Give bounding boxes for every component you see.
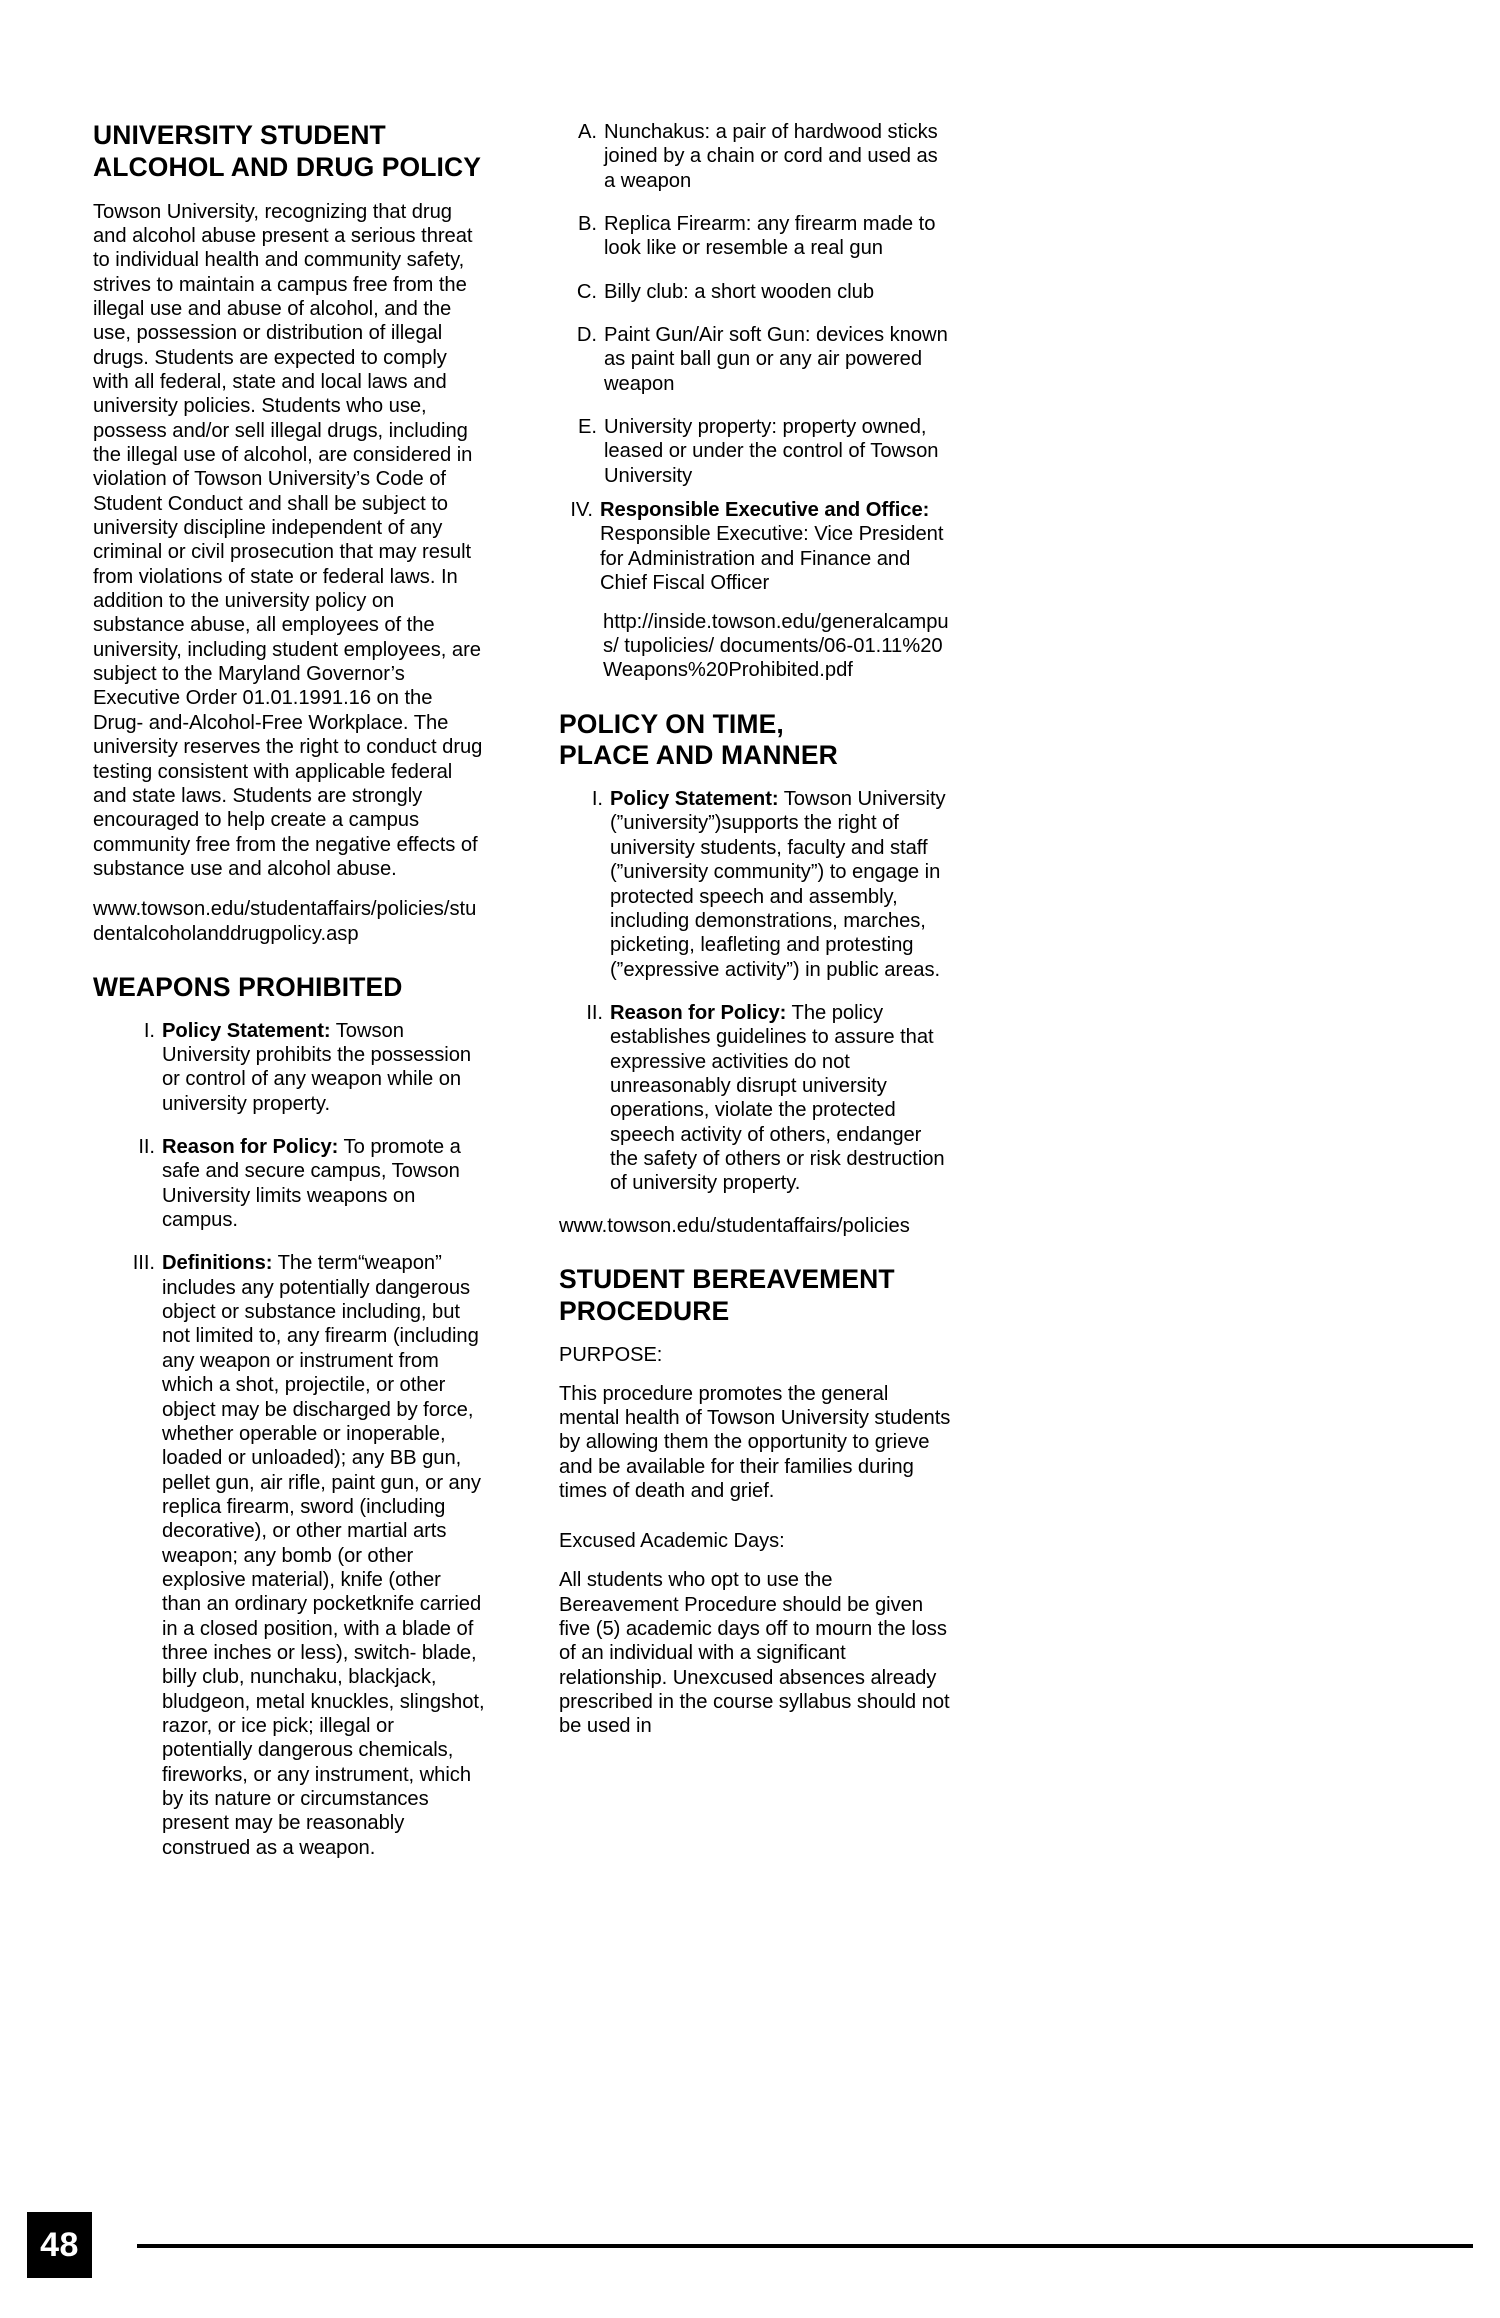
time-place-manner-url: www.towson.edu/studentaffairs/policies: [559, 1214, 910, 1237]
list-item-text: Nunchakus: a pair of hardwood sticks joined by a chain or cord and used as a weapon: [604, 121, 938, 192]
alcohol-drug-policy-body: Towson University, recognizing that drug and alcohol abuse present a serious threat to individual health and community safety, strives to maintain a campus free from the illegal use and abuse of alcohol, and the use, possession or distribution of illegal drugs. Students are expected to comply with all federal, state and local laws and university policies. Students who use, possess and/or sell illegal drugs, including the illegal use of alcohol, are considered in violation of Towson University’s Code of Student Conduct and shall be subject to university discipline independent of any criminal or civil prosecution that may result from violations of state or federal laws. In addition to the university policy on substance abuse, all employees of the university, including student employees, are subject to the Maryland Governor’s Executive Order 01.01.1991.16 on the Drug- and-Alcohol-Free Workplace. The university reserves the right to conduct drug testing consistent with applicable federal and state laws. Students are strongly encouraged to help create a campus community free from the negative effects of substance use and alcohol abuse.: [93, 200, 483, 880]
list-item-marker: I.: [143, 1019, 155, 1042]
time-place-manner-heading-line1: POLICY ON TIME,: [559, 708, 784, 739]
list-item-marker: IV.: [570, 499, 593, 522]
list-item-lead: Reason for Policy:: [162, 1136, 339, 1159]
student-bereavement-heading-line2: PROCEDURE: [559, 1295, 730, 1326]
list-item-marker: C.: [576, 280, 597, 303]
responsible-executive-url: http://inside.towson.edu/generalcampus/ tupolicies/ documents/06-01.11%20Weapons%20Prohibited.pdf: [603, 610, 949, 682]
spacer: [559, 488, 954, 498]
list-item-marker: I.: [591, 788, 603, 811]
list-item-lead: Policy Statement:: [162, 1019, 331, 1042]
list-item-content: [162, 1019, 485, 1116]
list-item-marker: E.: [578, 416, 597, 439]
list-item: [559, 498, 954, 595]
student-bereavement-heading: [559, 1264, 954, 1328]
list-item-lead: Reason for Policy:: [610, 1001, 787, 1024]
right-column: [559, 120, 954, 1860]
list-item: [569, 120, 954, 193]
list-item-text: The policy establishes guidelines to assure that expressive activities do not unreasonably disrupt university operations, violate the protected speech activity of others, endanger the safety of others or risk destruction of university property.: [610, 1001, 945, 1195]
student-bereavement-heading-line1: STUDENT BEREAVEMENT: [559, 1263, 895, 1294]
weapons-prohibited-list: [93, 1019, 485, 1860]
list-item-text: Towson University prohibits the possession or control of any weapon while on university property.: [162, 1019, 472, 1115]
excused-academic-days-label: Excused Academic Days:: [559, 1530, 785, 1553]
left-column: [93, 120, 485, 1860]
list-item-content: [162, 1135, 485, 1232]
list-item-text: Replica Firearm: any firearm made to look like or resemble a real gun: [604, 213, 936, 260]
spacer: [559, 1196, 954, 1214]
list-item-text: To promote a safe and secure campus, Towson University limits weapons on campus.: [162, 1136, 461, 1232]
weapon-definitions-list: [559, 120, 954, 488]
list-item-marker: II.: [586, 1001, 603, 1024]
list-item-marker: II.: [138, 1136, 155, 1159]
spacer: [93, 962, 485, 972]
list-item-marker: III.: [132, 1252, 155, 1275]
spacer: [559, 699, 954, 709]
alcohol-drug-policy-url: www.towson.edu/studentaffairs/policies/studentalcoholanddrugpolicy.asp: [93, 898, 477, 945]
list-item-text: Billy club: a short wooden club: [604, 280, 875, 303]
list-item-text: Responsible Executive: Vice President for Administration and Finance and Chief Fiscal Officer: [600, 523, 944, 595]
list-item-content: [610, 787, 954, 982]
purpose-body: This procedure promotes the general mental health of Towson University students by allowing them the opportunity to grieve and be available for their families during times of death and grief.: [559, 1382, 951, 1502]
list-item: [569, 323, 954, 396]
list-item-marker: D.: [576, 324, 597, 347]
spacer: [559, 1519, 954, 1529]
list-item-text: University property: property owned, leased or under the control of Towson University: [604, 416, 939, 487]
list-item: [569, 280, 954, 304]
responsible-executive-list: [559, 498, 954, 595]
time-place-manner-list: [559, 787, 954, 1196]
list-item: [115, 1019, 485, 1116]
alcohol-drug-policy-heading-line1: UNIVERSITY STUDENT: [93, 120, 386, 150]
list-item-marker: B.: [578, 213, 597, 236]
list-item: [569, 415, 954, 488]
list-item-content: [600, 498, 954, 595]
purpose-label: PURPOSE:: [559, 1343, 663, 1366]
list-item-lead: Responsible Executive and Office:: [600, 499, 930, 522]
alcohol-drug-policy-heading-line2: ALCOHOL AND DRUG POLICY: [93, 151, 482, 182]
list-item-lead: Policy Statement:: [610, 788, 779, 811]
weapons-prohibited-heading: WEAPONS PROHIBITED: [93, 971, 403, 1002]
list-item-content: [610, 1001, 954, 1196]
list-item-marker: A.: [578, 121, 597, 143]
list-item: [115, 1135, 485, 1232]
time-place-manner-heading: [559, 709, 954, 773]
spacer: [559, 1254, 954, 1264]
list-item: [115, 1251, 485, 1860]
list-item: [569, 212, 954, 261]
footer-divider: [137, 2244, 1473, 2248]
list-item: [569, 1001, 954, 1196]
two-column-layout: [93, 120, 1423, 1860]
alcohol-drug-policy-heading: [93, 120, 485, 184]
page-footer: [27, 2212, 1473, 2282]
excused-academic-days-body: All students who opt to use the Bereavement Procedure should be given five (5) academic days off to mourn the loss of an individual with a significant relationship. Unexcused absences already prescribed in the course syllabus should not be used in: [559, 1569, 950, 1738]
time-place-manner-heading-line2: PLACE AND MANNER: [559, 740, 838, 771]
list-item-lead: Definitions:: [162, 1252, 273, 1275]
list-item-text: Towson University (”university”)supports the right of university students, faculty and staff (”university community”) to engage in protected speech and assembly, including demonstrations, marches, picketing, leafleting and protesting (”expressive activity”) in public areas.: [610, 788, 946, 981]
list-item-text: The term“weapon” includes any potentially dangerous object or substance including, but not limited to, any firearm (including any weapon or instrument from which a shot, projectile, or other object may be discharged by force, whether operable or inoperable, loaded or unloaded); any BB gun, pellet gun, air rifle, paint gun, or any replica firearm, sword (including decorative), or other martial arts weapon; any bomb (or other explosive material), knife (other than an ordinary pocketknife carried in a closed position, with a blade of three inches or less), switch- blade, billy club, nunchaku, blackjack, bludgeon, metal knuckles, slingshot, razor, or ice pick; illegal or potentially dangerous chemicals, fireworks, or any instrument, which by its nature or circumstances present may be reasonably construed as a weapon.: [162, 1252, 485, 1859]
list-item: [569, 787, 954, 982]
list-item-content: [162, 1251, 485, 1860]
list-item-text: Paint Gun/Air soft Gun: devices known as paint ball gun or any air powered weapon: [604, 324, 948, 395]
page-number: 48: [27, 2212, 92, 2278]
